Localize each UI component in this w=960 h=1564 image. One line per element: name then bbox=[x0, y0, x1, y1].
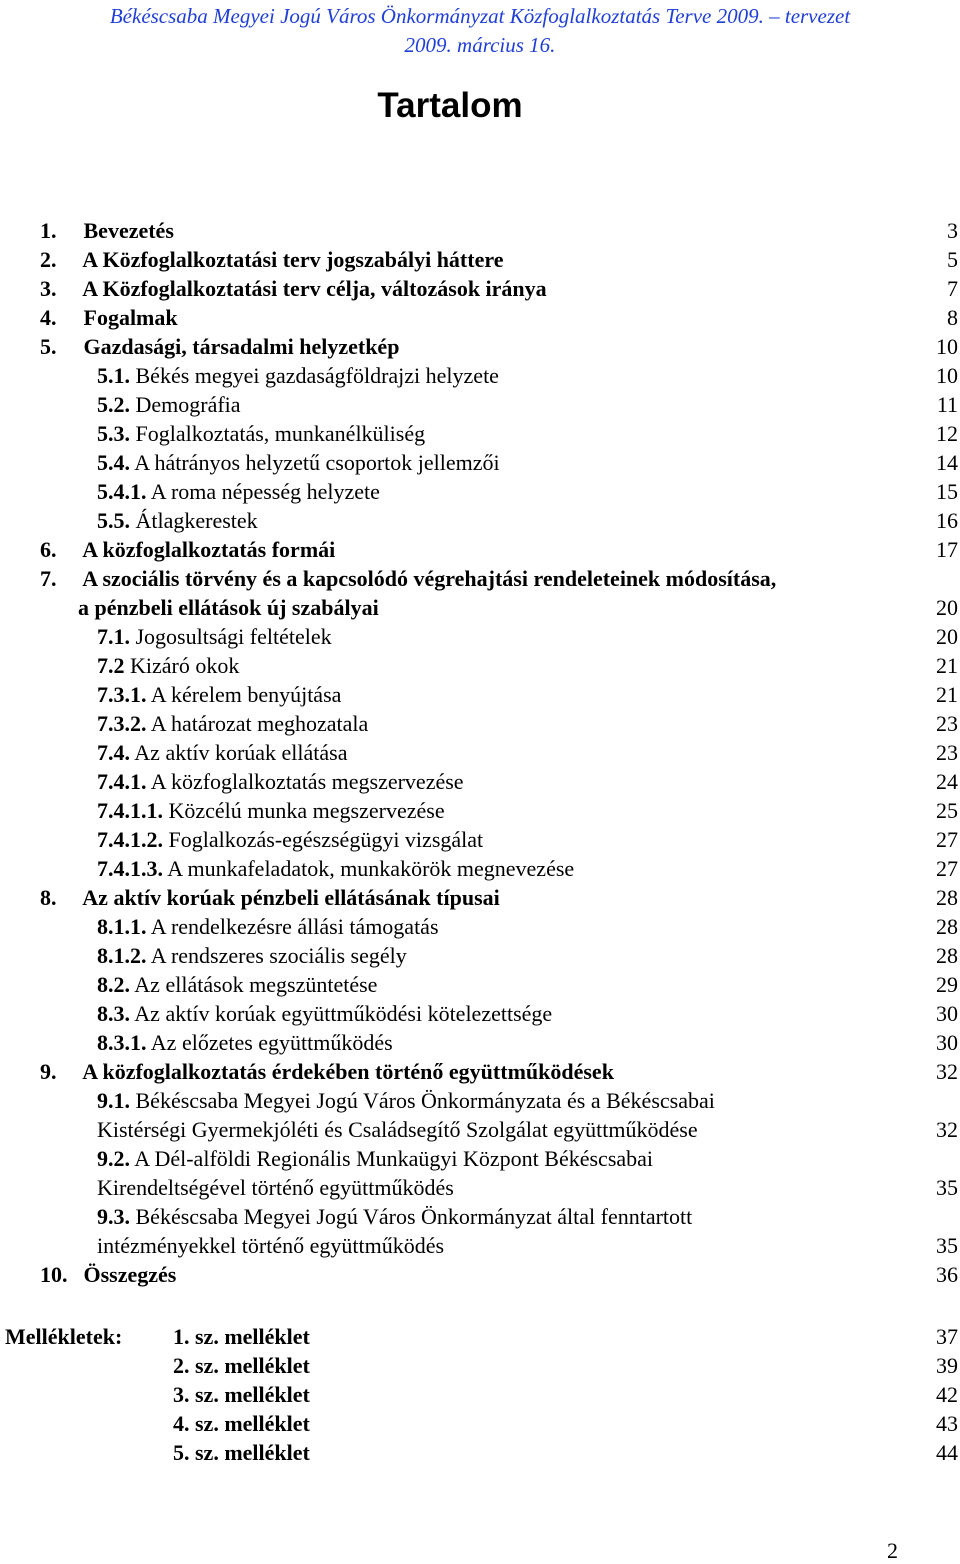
toc-entry-number: 7.4.1.2. bbox=[97, 827, 163, 852]
toc-entry-title: Fogalmak bbox=[83, 305, 178, 330]
toc-entry-number: 7.4. bbox=[97, 740, 130, 765]
toc-entry-page: 28 bbox=[936, 943, 958, 968]
toc-entry-label bbox=[97, 970, 377, 999]
toc-entry-label bbox=[97, 419, 425, 448]
toc-entry[interactable] bbox=[0, 767, 960, 796]
appendix-item[interactable] bbox=[0, 1380, 960, 1409]
toc-entry[interactable] bbox=[0, 448, 960, 477]
toc-entry-page: 30 bbox=[936, 1001, 958, 1026]
appendix-item[interactable] bbox=[0, 1322, 960, 1351]
toc-entry-page: 11 bbox=[936, 392, 958, 417]
toc-entry-title: Közcélú munka megszervezése bbox=[168, 798, 445, 823]
toc-entry-page: 28 bbox=[936, 914, 958, 939]
appendix-item-label: 1. sz. melléklet bbox=[173, 1324, 310, 1349]
toc-entry-title: A közfoglalkoztatás formái bbox=[82, 537, 336, 562]
toc-entry[interactable] bbox=[0, 825, 960, 854]
toc-entry-title: A hátrányos helyzetű csoportok jellemzői bbox=[134, 450, 500, 475]
toc-entry-page: 23 bbox=[936, 711, 958, 736]
appendix-list bbox=[0, 1322, 960, 1467]
toc-entry[interactable] bbox=[0, 941, 960, 970]
toc-entry-title: A rendszeres szociális segély bbox=[150, 943, 407, 968]
toc-entry-number: 9.1. bbox=[97, 1088, 130, 1113]
toc-entry-number: 5. bbox=[40, 334, 57, 359]
toc-entry-title: Demográfia bbox=[135, 392, 241, 417]
toc-entry-page: 20 bbox=[936, 595, 958, 620]
appendix-item-page: 44 bbox=[936, 1440, 958, 1465]
toc-entry-label bbox=[97, 477, 380, 506]
toc-entry-label bbox=[97, 651, 239, 680]
toc-entry-label bbox=[40, 883, 500, 912]
toc-entry-label bbox=[40, 1260, 176, 1289]
toc-entry-page: 5 bbox=[947, 247, 958, 272]
toc-entry-number: 7.4.1.1. bbox=[97, 798, 163, 823]
toc-entry-page: 12 bbox=[936, 421, 958, 446]
appendix-item[interactable] bbox=[0, 1438, 960, 1467]
toc-entry[interactable] bbox=[0, 1086, 960, 1144]
toc-entry-label bbox=[97, 390, 241, 419]
toc-entry[interactable] bbox=[0, 477, 960, 506]
toc-entry-label bbox=[97, 680, 341, 709]
toc-entry-label bbox=[97, 1086, 715, 1144]
appendix-item-page: 37 bbox=[936, 1324, 958, 1349]
toc-entry[interactable] bbox=[0, 216, 960, 245]
toc-entry-number: 8. bbox=[40, 885, 57, 910]
toc-entry[interactable] bbox=[0, 303, 960, 332]
toc-entry-page: 16 bbox=[936, 508, 958, 533]
toc-entry-number: 7.3.1. bbox=[97, 682, 147, 707]
toc-entry-label bbox=[97, 1144, 653, 1202]
toc-entry-label bbox=[97, 506, 258, 535]
toc-entry-title: A közfoglalkoztatás érdekében történő együttműködések bbox=[82, 1059, 614, 1084]
toc-entry-title-continued: intézményekkel történő együttműködés bbox=[97, 1233, 445, 1258]
toc-entry[interactable] bbox=[0, 738, 960, 767]
toc-entry-number: 7.4.1.3. bbox=[97, 856, 163, 881]
toc-entry-page: 35 bbox=[936, 1233, 958, 1258]
toc-entry-title: A rendelkezésre állási támogatás bbox=[150, 914, 439, 939]
toc-entry-number: 5.4. bbox=[97, 450, 130, 475]
page-title: Tartalom bbox=[377, 86, 523, 125]
toc-entry-title: Átlagkerestek bbox=[135, 508, 258, 533]
toc-entry-label bbox=[97, 854, 574, 883]
toc-entry-label bbox=[97, 999, 552, 1028]
toc-entry-title: Békéscsaba Megyei Jogú Város Önkormányzat által fenntartott bbox=[135, 1204, 693, 1229]
toc-entry-label bbox=[97, 448, 500, 477]
toc-entry-number: 7.2 bbox=[97, 653, 125, 678]
toc-entry-title: Bevezetés bbox=[83, 218, 174, 243]
toc-entry-title: A Közfoglalkoztatási terv célja, változások iránya bbox=[82, 276, 547, 301]
toc-entry-title: Az aktív korúak együttműködési kötelezettsége bbox=[134, 1001, 553, 1026]
page-number: 2 bbox=[887, 1538, 898, 1563]
appendix-heading: Mellékletek: bbox=[5, 1324, 123, 1349]
toc-entry-label bbox=[40, 274, 547, 303]
toc-entry[interactable] bbox=[0, 912, 960, 941]
toc-entry-title: A munkafeladatok, munkakörök megnevezése bbox=[167, 856, 575, 881]
toc-entry[interactable] bbox=[0, 245, 960, 274]
toc-entry[interactable] bbox=[0, 564, 960, 622]
toc-entry-number: 8.3. bbox=[97, 1001, 130, 1026]
toc-entry-number: 8.3.1. bbox=[97, 1030, 147, 1055]
toc-entry-number: 7.4.1. bbox=[97, 769, 147, 794]
toc-entry-title: Foglalkozás-egészségügyi vizsgálat bbox=[168, 827, 484, 852]
toc-entry-label bbox=[97, 796, 445, 825]
toc-entry-page: 21 bbox=[936, 682, 958, 707]
appendix-item-page: 43 bbox=[936, 1411, 958, 1436]
toc-entry-label bbox=[97, 1028, 393, 1057]
toc-entry-page: 36 bbox=[936, 1262, 958, 1287]
toc-entry[interactable] bbox=[0, 1260, 960, 1289]
toc-entry[interactable] bbox=[0, 390, 960, 419]
toc-entry-title: Békéscsaba Megyei Jogú Város Önkormányzata és a Békéscsabai bbox=[135, 1088, 715, 1113]
toc-entry-number: 8.1.2. bbox=[97, 943, 147, 968]
appendix-item-page: 39 bbox=[936, 1353, 958, 1378]
toc-entry[interactable] bbox=[0, 970, 960, 999]
toc-entry-label bbox=[97, 941, 407, 970]
toc-entry-number: 9.2. bbox=[97, 1146, 130, 1171]
toc-entry-page: 29 bbox=[936, 972, 958, 997]
toc-entry-number: 10. bbox=[40, 1262, 68, 1287]
toc-entry-page: 8 bbox=[947, 305, 958, 330]
toc-entry-title: A Dél-alföldi Regionális Munkaügyi Központ Békéscsabai bbox=[134, 1146, 654, 1171]
appendix-item-page: 42 bbox=[936, 1382, 958, 1407]
toc-entry-number: 9.3. bbox=[97, 1204, 130, 1229]
toc-entry-title-continued: Kirendeltségével történő együttműködés bbox=[97, 1175, 454, 1200]
toc-entry-number: 3. bbox=[40, 276, 57, 301]
toc-entry-number: 5.3. bbox=[97, 421, 130, 446]
toc-entry-title: Az ellátások megszüntetése bbox=[134, 972, 378, 997]
toc-entry-label bbox=[40, 245, 503, 274]
toc-entry-number: 6. bbox=[40, 537, 57, 562]
toc-entry-page: 30 bbox=[936, 1030, 958, 1055]
toc-entry-page: 20 bbox=[936, 624, 958, 649]
toc-entry[interactable] bbox=[0, 680, 960, 709]
toc-entry-page: 7 bbox=[947, 276, 958, 301]
toc-entry-label bbox=[40, 332, 399, 361]
document-header bbox=[0, 2, 960, 60]
toc-entry-page: 17 bbox=[936, 537, 958, 562]
appendix-item-label: 4. sz. melléklet bbox=[173, 1411, 310, 1436]
appendix-item[interactable] bbox=[0, 1351, 960, 1380]
toc-entry[interactable] bbox=[0, 1144, 960, 1202]
toc-entry[interactable] bbox=[0, 332, 960, 361]
toc-entry[interactable] bbox=[0, 999, 960, 1028]
toc-entry[interactable] bbox=[0, 796, 960, 825]
toc-entry-label bbox=[97, 361, 499, 390]
toc-entry-label bbox=[97, 1202, 692, 1260]
toc-entry-title-continued: a pénzbeli ellátások új szabályai bbox=[78, 595, 379, 620]
toc-entry-title: Az előzetes együttműködés bbox=[150, 1030, 393, 1055]
toc-entry-number: 4. bbox=[40, 305, 57, 330]
toc-entry-number: 8.1.1. bbox=[97, 914, 147, 939]
toc-entry-title: A közfoglalkoztatás megszervezése bbox=[150, 769, 464, 794]
toc-entry-page: 15 bbox=[936, 479, 958, 504]
toc-entry[interactable] bbox=[0, 535, 960, 564]
toc-entry-page: 10 bbox=[936, 334, 958, 359]
toc-entry-title: Békés megyei gazdaságföldrajzi helyzete bbox=[135, 363, 499, 388]
toc-entry-page: 10 bbox=[936, 363, 958, 388]
toc-entry-title: A szociális törvény és a kapcsolódó végrehajtási rendeleteinek módosítása, bbox=[82, 566, 777, 591]
toc-entry-title: A határozat meghozatala bbox=[150, 711, 369, 736]
toc-entry[interactable] bbox=[0, 651, 960, 680]
toc-entry-title-continued: Kistérségi Gyermekjóléti és Családsegítő Szolgálat együttműködése bbox=[97, 1117, 698, 1142]
header-line-2: 2009. március 16. bbox=[404, 33, 556, 57]
toc-entry-label bbox=[40, 216, 174, 245]
toc-entry-page: 25 bbox=[936, 798, 958, 823]
toc-entry-page: 32 bbox=[936, 1059, 958, 1084]
toc-entry-label bbox=[97, 738, 348, 767]
toc-entry-number: 1. bbox=[40, 218, 57, 243]
toc-entry[interactable] bbox=[0, 883, 960, 912]
toc-entry-title: Összegzés bbox=[83, 1262, 177, 1287]
toc-entry-page: 3 bbox=[947, 218, 958, 243]
toc-entry-number: 7.3.2. bbox=[97, 711, 147, 736]
toc-entry-number: 5.2. bbox=[97, 392, 130, 417]
toc-entry-number: 7. bbox=[40, 566, 57, 591]
toc-entry-label bbox=[97, 912, 439, 941]
toc-entry[interactable] bbox=[0, 506, 960, 535]
appendix-item-label: 5. sz. melléklet bbox=[173, 1440, 310, 1465]
toc-entry-label bbox=[97, 709, 368, 738]
toc-entry-page: 27 bbox=[936, 856, 958, 881]
toc-entry-page: 27 bbox=[936, 827, 958, 852]
toc-entry-number: 5.1. bbox=[97, 363, 130, 388]
toc-entry-title: A kérelem benyújtása bbox=[150, 682, 342, 707]
appendix-item-label: 3. sz. melléklet bbox=[173, 1382, 310, 1407]
toc-entry[interactable] bbox=[0, 1202, 960, 1260]
toc-entry-label bbox=[40, 303, 178, 332]
toc-entry-number: 8.2. bbox=[97, 972, 130, 997]
toc-entry[interactable] bbox=[0, 1028, 960, 1057]
toc-entry-number: 9. bbox=[40, 1059, 57, 1084]
header-line-1: Békéscsaba Megyei Jogú Város Önkormányzat Közfoglalkoztatás Terve 2009. – tervezet bbox=[109, 4, 851, 28]
toc-entry-title: Foglalkoztatás, munkanélküliség bbox=[135, 421, 426, 446]
table-of-contents bbox=[0, 216, 960, 1289]
toc-entry[interactable] bbox=[0, 709, 960, 738]
toc-entry[interactable] bbox=[0, 854, 960, 883]
toc-entry-title: Jogosultsági feltételek bbox=[135, 624, 332, 649]
toc-entry-number: 5.4.1. bbox=[97, 479, 147, 504]
toc-entry-number: 5.5. bbox=[97, 508, 130, 533]
toc-entry-number: 7.1. bbox=[97, 624, 130, 649]
toc-entry-page: 24 bbox=[936, 769, 958, 794]
toc-entry-title: A roma népesség helyzete bbox=[150, 479, 380, 504]
toc-entry-page: 28 bbox=[936, 885, 958, 910]
toc-entry-title: Kizáró okok bbox=[130, 653, 240, 678]
toc-entry[interactable] bbox=[0, 622, 960, 651]
toc-entry-page: 14 bbox=[936, 450, 958, 475]
toc-entry-label bbox=[97, 825, 483, 854]
toc-entry-number: 2. bbox=[40, 247, 57, 272]
toc-entry-title: Az aktív korúak ellátása bbox=[134, 740, 348, 765]
toc-entry[interactable] bbox=[0, 274, 960, 303]
toc-entry[interactable] bbox=[0, 361, 960, 390]
toc-entry[interactable] bbox=[0, 1057, 960, 1086]
appendix-item[interactable] bbox=[0, 1409, 960, 1438]
toc-entry-label bbox=[97, 622, 332, 651]
toc-entry-page: 21 bbox=[936, 653, 958, 678]
appendix-item-label: 2. sz. melléklet bbox=[173, 1353, 310, 1378]
toc-entry-page: 23 bbox=[936, 740, 958, 765]
toc-entry-page: 35 bbox=[936, 1175, 958, 1200]
toc-entry-title: Az aktív korúak pénzbeli ellátásának típusai bbox=[82, 885, 500, 910]
toc-entry[interactable] bbox=[0, 419, 960, 448]
toc-entry-label bbox=[40, 535, 335, 564]
toc-entry-title: Gazdasági, társadalmi helyzetkép bbox=[83, 334, 400, 359]
toc-entry-label bbox=[97, 767, 464, 796]
toc-entry-page: 32 bbox=[936, 1117, 958, 1142]
toc-entry-title: A Közfoglalkoztatási terv jogszabályi háttere bbox=[82, 247, 504, 272]
toc-entry-label bbox=[40, 564, 776, 622]
toc-entry-label bbox=[40, 1057, 614, 1086]
